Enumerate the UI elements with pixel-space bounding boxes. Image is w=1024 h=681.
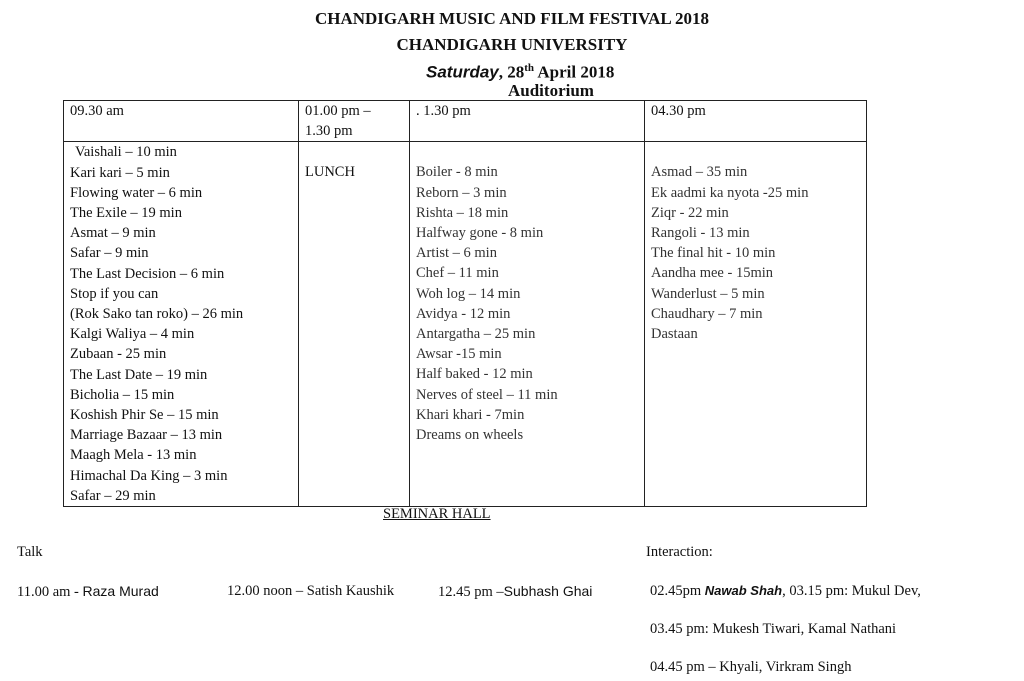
film-item: Khari khari - 7min [416, 406, 525, 423]
interaction-1-rest: , 03.15 pm: Mukul Dev, [782, 583, 921, 599]
film-item: Ziqr - 22 min [651, 204, 729, 221]
film-item: Kalgi Waliya – 4 min [70, 326, 195, 343]
film-item: Halfway gone - 8 min [416, 225, 544, 242]
film-list-afternoon [410, 142, 645, 507]
talk-2: 12.00 noon – Satish Kaushik [227, 583, 395, 599]
film-list-morning [64, 142, 299, 507]
time-slot-3 [410, 101, 645, 142]
film-item: Vaishali – 10 min [75, 144, 177, 161]
film-item: Aandha mee - 15min [651, 265, 774, 282]
event-date [426, 58, 614, 83]
event-date-sup: th [524, 62, 535, 74]
film-item: Boiler - 8 min [416, 164, 498, 181]
film-item: Chef – 11 min [416, 265, 499, 282]
film-item: Ek aadmi ka nyota -25 min [651, 184, 809, 201]
film-item: Rangoli - 13 min [651, 225, 750, 242]
film-item: Himachal Da King – 3 min [70, 467, 228, 484]
time-label: . 1.30 pm [416, 103, 471, 119]
time-label: 09.30 am [70, 103, 124, 119]
interaction-label: Interaction: [646, 544, 713, 560]
films-row [64, 142, 867, 507]
film-item: Rishta – 18 min [416, 204, 509, 221]
talk-1-speaker: Raza Murad [82, 583, 159, 599]
time-slot-4 [645, 101, 867, 142]
interaction-3: 04.45 pm – Khyali, Virkram Singh [650, 659, 852, 675]
talk-3 [438, 583, 592, 601]
lunch-cell [299, 142, 410, 507]
film-item: Koshish Phir Se – 15 min [70, 407, 219, 424]
time-header-row [64, 101, 867, 142]
time-label: 04.30 pm [651, 103, 706, 119]
film-item: Asmat – 9 min [70, 225, 156, 242]
event-date-suffix: April 2018 [534, 62, 615, 82]
film-item: Asmad – 35 min [651, 164, 748, 181]
film-item: Chaudhary – 7 min [651, 305, 763, 322]
talk-1-time: 11.00 am - [17, 584, 79, 600]
talk-3-speaker: Subhash Ghai [503, 583, 593, 599]
film-item: Dreams on wheels [416, 427, 524, 444]
film-item: The Exile – 19 min [70, 205, 182, 222]
film-item: Bicholia – 15 min [70, 386, 175, 403]
film-item: Maagh Mela - 13 min [70, 447, 197, 464]
venue-title: Auditorium [508, 81, 594, 100]
film-item: Stop if you can [70, 285, 159, 302]
film-item: Awsar -15 min [416, 346, 502, 363]
talk-1 [17, 583, 159, 601]
film-item: The Last Date – 19 min [70, 366, 208, 383]
film-item: Half baked - 12 min [416, 366, 533, 383]
time-slot-1 [64, 101, 299, 142]
film-item: Flowing water – 6 min [70, 184, 203, 201]
time-label: 1.30 pm [305, 123, 353, 140]
film-item: Safar – 9 min [70, 245, 149, 262]
interaction-2: 03.45 pm: Mukesh Tiwari, Kamal Nathani [650, 621, 897, 637]
schedule-table [63, 100, 867, 507]
film-item: Nerves of steel – 11 min [416, 386, 558, 403]
film-item: Avidya - 12 min [416, 305, 511, 322]
event-day: Saturday [426, 62, 499, 82]
interaction-1-time: 02.45pm [650, 583, 702, 599]
talk-3-time: 12.45 pm – [438, 584, 504, 600]
film-item: Artist – 6 min [416, 245, 497, 262]
film-item: Safar – 29 min [70, 487, 156, 504]
film-item: Kari kari – 5 min [70, 164, 170, 181]
film-list-evening [645, 142, 867, 507]
interaction-1 [650, 583, 921, 600]
film-item: The Last Decision – 6 min [70, 265, 225, 282]
time-slot-2 [299, 101, 410, 142]
time-label: 01.00 pm – [305, 103, 371, 119]
film-item: The final hit - 10 min [651, 245, 776, 262]
film-item: Dastaan [651, 326, 698, 343]
talk-label: Talk [17, 544, 43, 560]
film-item: Zubaan - 25 min [70, 346, 167, 363]
film-item: Antargatha – 25 min [416, 326, 536, 343]
lunch-label: LUNCH [305, 164, 355, 181]
university-title: CHANDIGARH UNIVERSITY [396, 35, 628, 54]
film-item: Reborn – 3 min [416, 184, 507, 201]
film-item: Woh log – 14 min [416, 285, 521, 302]
film-item: (Rok Sako tan roko) – 26 min [70, 306, 244, 323]
film-item: Wanderlust – 5 min [651, 285, 765, 302]
interaction-1-guest: Nawab Shah [704, 583, 783, 598]
event-date-prefix: , 28 [498, 62, 525, 82]
festival-title: CHANDIGARH MUSIC AND FILM FESTIVAL 2018 [314, 9, 710, 28]
seminar-hall-heading: SEMINAR HALL [383, 506, 491, 522]
film-item: Marriage Bazaar – 13 min [70, 427, 223, 444]
